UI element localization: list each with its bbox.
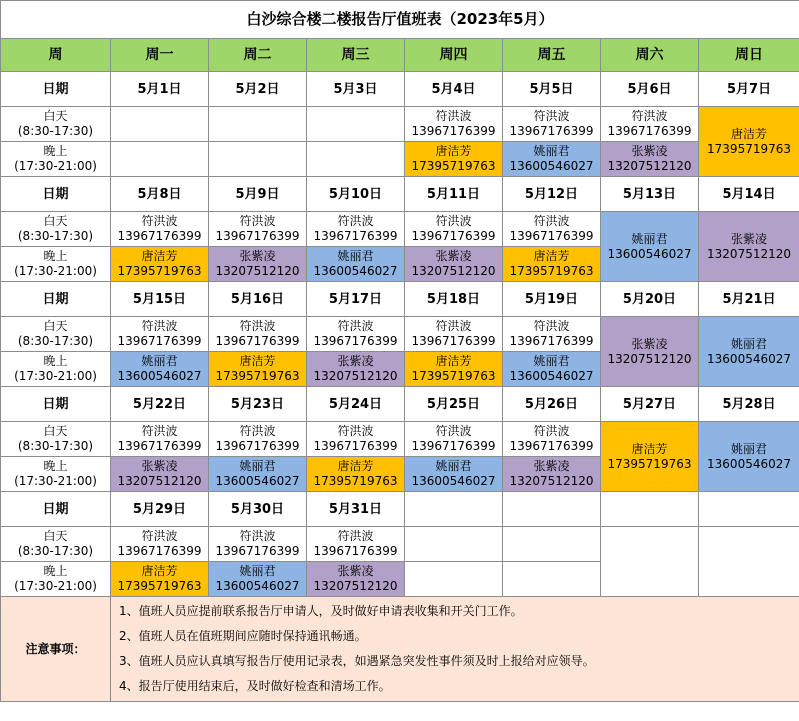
duty-person-name: 张紫凌 (337, 354, 374, 368)
duty-cell (209, 352, 307, 387)
duty-cell (503, 422, 601, 457)
note-item: 4、报告厅使用结束后，及时做好检查和清场工作。 (119, 679, 391, 693)
date-cell: 5月30日 (209, 492, 307, 527)
daytime-label-line: (8:30-17:30) (17, 544, 94, 558)
date-cell: 5月28日 (699, 387, 799, 422)
duty-person-phone: 13967176399 (313, 229, 398, 243)
duty-cell (601, 107, 699, 142)
duty-person-name: 符洪波 (337, 214, 374, 228)
header-sat: 周六 (601, 39, 699, 72)
duty-person-name: 姚丽君 (731, 441, 768, 456)
evening-label-line: 晚上 (43, 249, 68, 263)
date-cell: 5月16日 (209, 282, 307, 317)
evening-label (1, 352, 111, 387)
duty-cell (307, 422, 405, 457)
duty-cell (209, 527, 307, 562)
duty-person-phone: 17395719763 (707, 141, 792, 156)
date-cell: 5月26日 (503, 387, 601, 422)
duty-person-name: 姚丽君 (239, 459, 276, 473)
empty-cell (111, 142, 209, 177)
date-cell (699, 492, 799, 527)
empty-cell (601, 527, 699, 597)
duty-person-name: 张紫凌 (337, 564, 374, 578)
note-item: 2、值班人员在值班期间应随时保持通讯畅通。 (119, 629, 367, 643)
daytime-label (1, 107, 111, 142)
duty-person-phone: 13967176399 (215, 544, 300, 558)
duty-person-phone: 13967176399 (313, 439, 398, 453)
duty-person-phone: 13967176399 (117, 334, 202, 348)
evening-label-line: (17:30-21:00) (14, 159, 97, 173)
duty-person-name: 符洪波 (239, 319, 276, 333)
duty-person-name: 张紫凌 (731, 231, 768, 246)
duty-cell (307, 317, 405, 352)
duty-cell (405, 352, 503, 387)
daytime-row (1, 527, 799, 562)
duty-person-name: 符洪波 (141, 319, 178, 333)
notes-label: 注意事项： (1, 597, 111, 702)
duty-cell (111, 527, 209, 562)
duty-cell (405, 457, 503, 492)
date-cell: 5月11日 (405, 177, 503, 212)
daytime-label-line: (8:30-17:30) (17, 439, 94, 453)
date-cell: 5月8日 (111, 177, 209, 212)
duty-cell (209, 422, 307, 457)
duty-person-name: 符洪波 (533, 109, 570, 123)
duty-cell (111, 562, 209, 597)
weekday-header-row (1, 39, 799, 72)
date-cell: 5月17日 (307, 282, 405, 317)
daytime-label-line: 白天 (43, 109, 68, 123)
duty-person-phone: 17395719763 (607, 456, 692, 471)
date-cell: 5月10日 (307, 177, 405, 212)
empty-cell (209, 142, 307, 177)
duty-person-phone: 13967176399 (411, 229, 496, 243)
duty-person-phone: 13967176399 (509, 439, 594, 453)
duty-person-phone: 13207512120 (509, 474, 594, 488)
header-wed: 周三 (307, 39, 405, 72)
duty-person-name: 姚丽君 (337, 249, 374, 263)
duty-cell (503, 107, 601, 142)
date-cell (503, 492, 601, 527)
duty-person-name: 唐洁芳 (141, 564, 178, 578)
duty-person-name: 姚丽君 (533, 144, 570, 158)
duty-person-name: 唐洁芳 (337, 459, 374, 473)
duty-person-phone: 13967176399 (411, 439, 496, 453)
duty-person-phone: 13967176399 (509, 229, 594, 243)
evening-label (1, 142, 111, 177)
duty-cell (503, 247, 601, 282)
date-cell (601, 492, 699, 527)
daytime-label-line: 白天 (43, 529, 68, 543)
duty-person-phone: 13967176399 (215, 229, 300, 243)
duty-person-phone: 17395719763 (117, 264, 202, 278)
duty-cell (405, 142, 503, 177)
duty-person-name: 符洪波 (435, 109, 472, 123)
header-tue: 周二 (209, 39, 307, 72)
duty-person-name: 姚丽君 (731, 336, 768, 351)
date-cell: 5月22日 (111, 387, 209, 422)
duty-person-phone: 13207512120 (117, 474, 202, 488)
duty-person-name: 张紫凌 (141, 459, 178, 473)
notes-row (1, 597, 799, 702)
duty-person-phone: 17395719763 (411, 159, 496, 173)
duty-cell (503, 317, 601, 352)
duty-cell (209, 212, 307, 247)
empty-cell (405, 527, 503, 562)
evening-label-line: 晚上 (43, 354, 68, 368)
date-cell: 5月31日 (307, 492, 405, 527)
duty-person-phone: 13967176399 (509, 124, 594, 138)
daytime-label-line: 白天 (43, 319, 68, 333)
duty-person-name: 符洪波 (239, 214, 276, 228)
date-cell: 5月15日 (111, 282, 209, 317)
evening-label-line: (17:30-21:00) (14, 264, 97, 278)
duty-cell (111, 422, 209, 457)
daytime-label (1, 422, 111, 457)
duty-cell (307, 247, 405, 282)
duty-person-name: 符洪波 (533, 214, 570, 228)
duty-person-phone: 13967176399 (117, 229, 202, 243)
date-cell: 5月5日 (503, 72, 601, 107)
duty-cell (209, 247, 307, 282)
empty-cell (209, 107, 307, 142)
date-cell: 5月1日 (111, 72, 209, 107)
duty-person-phone: 13600546027 (313, 264, 398, 278)
duty-person-name: 张紫凌 (533, 459, 570, 473)
duty-person-name: 符洪波 (337, 529, 374, 543)
date-cell (405, 492, 503, 527)
duty-cell (699, 422, 799, 492)
duty-cell (307, 562, 405, 597)
evening-label-line: 晚上 (43, 564, 68, 578)
date-row-label: 日期 (1, 282, 111, 317)
duty-person-phone: 13600546027 (707, 456, 792, 471)
date-cell: 5月3日 (307, 72, 405, 107)
duty-cell (307, 527, 405, 562)
duty-person-name: 姚丽君 (435, 459, 472, 473)
header-week: 周 (1, 39, 111, 72)
duty-person-name: 符洪波 (239, 424, 276, 438)
duty-cell (209, 562, 307, 597)
evening-label-line: 晚上 (43, 459, 68, 473)
duty-cell (699, 212, 799, 282)
duty-person-phone: 13207512120 (707, 246, 792, 261)
evening-label-line: (17:30-21:00) (14, 579, 97, 593)
duty-cell (405, 247, 503, 282)
daytime-label-line: (8:30-17:30) (17, 229, 94, 243)
empty-cell (405, 562, 503, 597)
duty-cell (405, 212, 503, 247)
daytime-label-line: (8:30-17:30) (17, 334, 94, 348)
date-row (1, 72, 799, 107)
duty-person-phone: 13600546027 (509, 159, 594, 173)
date-row (1, 282, 799, 317)
duty-person-phone: 13967176399 (509, 334, 594, 348)
duty-person-phone: 17395719763 (215, 369, 300, 383)
duty-person-name: 张紫凌 (631, 144, 668, 158)
date-cell: 5月9日 (209, 177, 307, 212)
date-cell: 5月27日 (601, 387, 699, 422)
duty-person-phone: 13967176399 (215, 334, 300, 348)
duty-person-phone: 13207512120 (313, 369, 398, 383)
daytime-row (1, 317, 799, 352)
duty-person-phone: 17395719763 (411, 369, 496, 383)
date-cell: 5月20日 (601, 282, 699, 317)
date-row (1, 492, 799, 527)
duty-person-phone: 13967176399 (313, 544, 398, 558)
header-thu: 周四 (405, 39, 503, 72)
duty-person-phone: 13207512120 (313, 579, 398, 593)
empty-cell (307, 107, 405, 142)
duty-cell (503, 212, 601, 247)
date-cell: 5月14日 (699, 177, 799, 212)
date-cell: 5月25日 (405, 387, 503, 422)
duty-person-name: 姚丽君 (141, 354, 178, 368)
header-fri: 周五 (503, 39, 601, 72)
duty-person-phone: 13207512120 (411, 264, 496, 278)
duty-person-name: 符洪波 (337, 319, 374, 333)
empty-cell (699, 527, 799, 597)
duty-person-name: 张紫凌 (631, 336, 668, 351)
date-cell: 5月7日 (699, 72, 799, 107)
duty-person-phone: 13600546027 (215, 474, 300, 488)
date-cell: 5月23日 (209, 387, 307, 422)
duty-person-phone: 13967176399 (117, 544, 202, 558)
daytime-label-line: (8:30-17:30) (17, 124, 94, 138)
duty-cell (209, 457, 307, 492)
duty-person-phone: 13967176399 (215, 439, 300, 453)
duty-person-name: 符洪波 (631, 109, 668, 123)
page-title: 白沙综合楼二楼报告厅值班表（2023年5月） (1, 1, 799, 39)
duty-cell (405, 107, 503, 142)
evening-row (1, 142, 799, 177)
note-item: 1、值班人员应提前联系报告厅申请人，及时做好申请表收集和开关门工作。 (119, 604, 523, 618)
duty-cell (209, 317, 307, 352)
empty-cell (503, 527, 601, 562)
duty-person-name: 符洪波 (141, 529, 178, 543)
duty-cell (503, 457, 601, 492)
duty-person-name: 姚丽君 (631, 231, 668, 246)
duty-person-name: 唐洁芳 (631, 441, 668, 456)
date-cell: 5月18日 (405, 282, 503, 317)
date-row (1, 177, 799, 212)
empty-cell (307, 142, 405, 177)
duty-person-phone: 13600546027 (509, 369, 594, 383)
duty-person-name: 姚丽君 (239, 564, 276, 578)
duty-person-name: 姚丽君 (533, 354, 570, 368)
date-cell: 5月4日 (405, 72, 503, 107)
duty-cell (601, 212, 699, 282)
duty-person-name: 符洪波 (533, 319, 570, 333)
duty-person-phone: 13967176399 (411, 334, 496, 348)
duty-person-name: 符洪波 (141, 424, 178, 438)
duty-cell (503, 352, 601, 387)
duty-person-phone: 13600546027 (411, 474, 496, 488)
date-row-label: 日期 (1, 492, 111, 527)
duty-person-phone: 13600546027 (117, 369, 202, 383)
date-row-label: 日期 (1, 387, 111, 422)
date-row (1, 387, 799, 422)
duty-cell (111, 352, 209, 387)
duty-person-name: 符洪波 (435, 319, 472, 333)
duty-person-phone: 13967176399 (313, 334, 398, 348)
daytime-label-line: 白天 (43, 424, 68, 438)
duty-person-phone: 17395719763 (313, 474, 398, 488)
note-item: 3、值班人员应认真填写报告厅使用记录表，如遇紧急突发性事件须及时上报给对应领导。 (119, 654, 595, 668)
daytime-label (1, 527, 111, 562)
header-mon: 周一 (111, 39, 209, 72)
duty-person-name: 符洪波 (337, 424, 374, 438)
duty-person-phone: 13967176399 (607, 124, 692, 138)
duty-cell (699, 107, 799, 177)
date-row-label: 日期 (1, 72, 111, 107)
duty-person-phone: 13600546027 (215, 579, 300, 593)
empty-cell (111, 107, 209, 142)
notes-list (111, 597, 799, 702)
duty-cell (601, 142, 699, 177)
duty-cell (307, 352, 405, 387)
duty-cell (307, 457, 405, 492)
evening-label-line: 晚上 (43, 144, 68, 158)
duty-person-name: 张紫凌 (239, 249, 276, 263)
duty-cell (405, 422, 503, 457)
duty-person-phone: 13207512120 (607, 351, 692, 366)
evening-label (1, 562, 111, 597)
duty-person-phone: 13207512120 (607, 159, 692, 173)
duty-person-phone: 13967176399 (117, 439, 202, 453)
duty-person-phone: 13600546027 (607, 246, 692, 261)
duty-person-phone: 17395719763 (509, 264, 594, 278)
daytime-label (1, 212, 111, 247)
duty-cell (111, 212, 209, 247)
date-cell: 5月21日 (699, 282, 799, 317)
duty-cell (503, 142, 601, 177)
daytime-row (1, 422, 799, 457)
date-cell: 5月29日 (111, 492, 209, 527)
date-row-label: 日期 (1, 177, 111, 212)
daytime-label-line: 白天 (43, 214, 68, 228)
evening-label-line: (17:30-21:00) (14, 369, 97, 383)
duty-person-phone: 13207512120 (215, 264, 300, 278)
duty-person-name: 符洪波 (435, 214, 472, 228)
duty-cell (111, 317, 209, 352)
duty-person-name: 唐洁芳 (435, 144, 472, 158)
empty-cell (503, 562, 601, 597)
duty-person-name: 唐洁芳 (731, 126, 768, 141)
duty-cell (601, 422, 699, 492)
evening-label-line: (17:30-21:00) (14, 474, 97, 488)
date-cell: 5月12日 (503, 177, 601, 212)
duty-person-phone: 13600546027 (707, 351, 792, 366)
duty-person-name: 符洪波 (239, 529, 276, 543)
duty-person-name: 唐洁芳 (435, 354, 472, 368)
duty-person-phone: 13967176399 (411, 124, 496, 138)
duty-person-phone: 17395719763 (117, 579, 202, 593)
duty-person-name: 唐洁芳 (141, 249, 178, 263)
duty-cell (111, 247, 209, 282)
date-cell: 5月19日 (503, 282, 601, 317)
duty-person-name: 符洪波 (435, 424, 472, 438)
duty-person-name: 张紫凌 (435, 249, 472, 263)
duty-cell (307, 212, 405, 247)
date-cell: 5月2日 (209, 72, 307, 107)
duty-person-name: 唐洁芳 (239, 354, 276, 368)
duty-cell (699, 317, 799, 387)
duty-cell (111, 457, 209, 492)
duty-cell (405, 317, 503, 352)
duty-cell (601, 317, 699, 387)
evening-label (1, 247, 111, 282)
header-sun: 周日 (699, 39, 799, 72)
date-cell: 5月6日 (601, 72, 699, 107)
date-cell: 5月13日 (601, 177, 699, 212)
daytime-label (1, 317, 111, 352)
evening-label (1, 457, 111, 492)
daytime-row (1, 212, 799, 247)
duty-person-name: 符洪波 (141, 214, 178, 228)
duty-person-name: 符洪波 (533, 424, 570, 438)
duty-person-name: 唐洁芳 (533, 249, 570, 263)
date-cell: 5月24日 (307, 387, 405, 422)
daytime-row (1, 107, 799, 142)
